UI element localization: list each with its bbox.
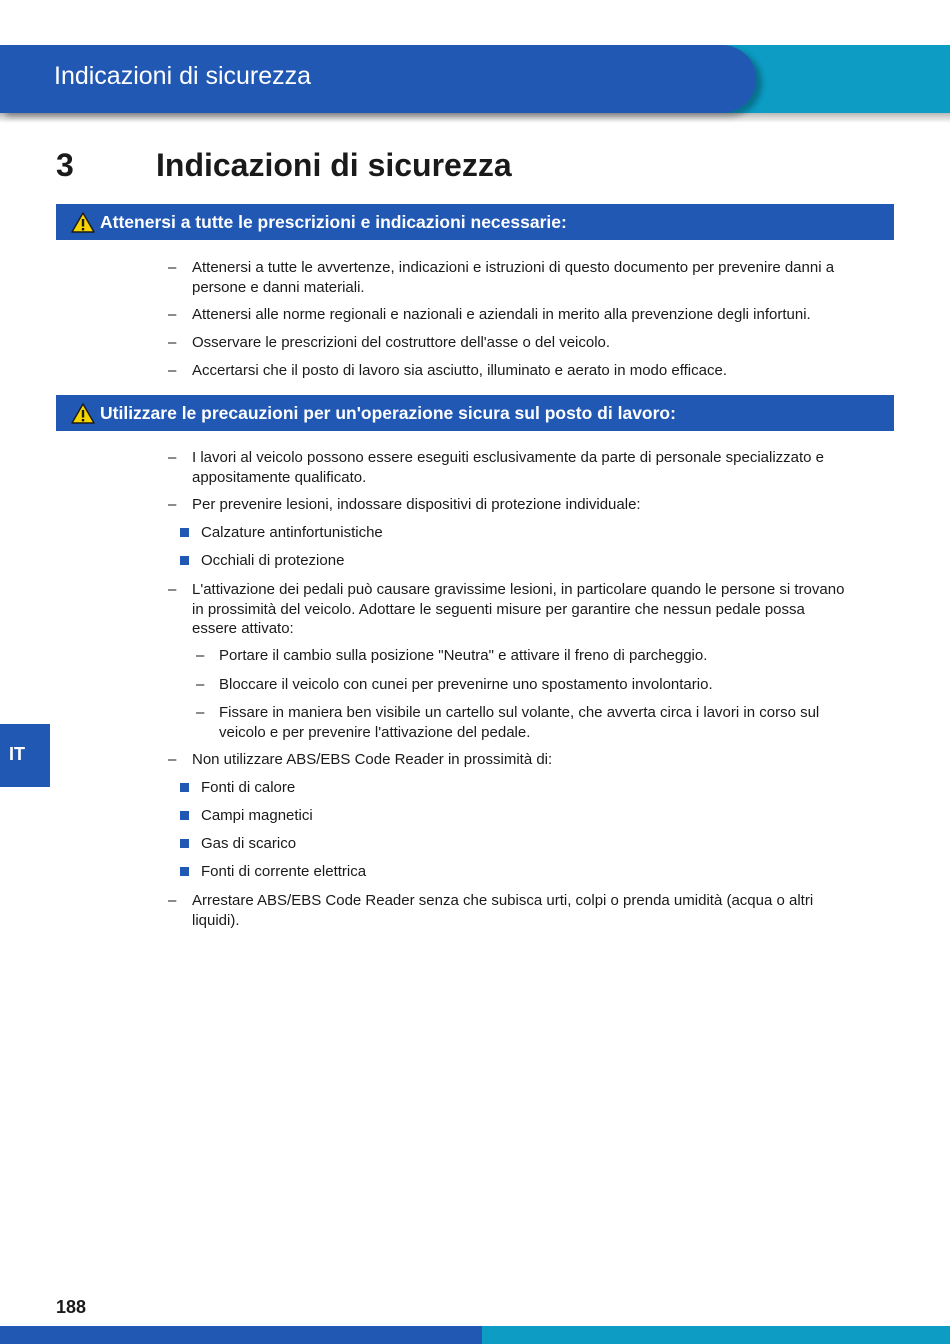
square-bullet-icon bbox=[180, 783, 189, 792]
list-item-line: essere attivato: bbox=[192, 620, 294, 637]
list-item: Osservare le prescrizioni del costruttore dell'asse o del veicolo. bbox=[192, 334, 611, 351]
dash-bullet: – bbox=[168, 581, 177, 598]
sub-list-item: Gas di scarico bbox=[201, 835, 297, 852]
page-number: 188 bbox=[56, 1297, 87, 1317]
language-tab bbox=[0, 724, 50, 787]
dash-bullet: – bbox=[168, 306, 177, 323]
list-item-line: appositamente qualificato. bbox=[192, 468, 367, 486]
warning-triangle-icon bbox=[71, 403, 95, 424]
list-item-line: veicolo e per prevenire l'attivazione del pedale. bbox=[219, 723, 531, 741]
square-bullet-icon bbox=[180, 867, 189, 876]
square-bullet-icon bbox=[180, 811, 189, 820]
list-item-line: Arrestare ABS/EBS Code Reader senza che subisca urti, colpi o prenda umidità (acqua o altri bbox=[192, 892, 814, 909]
dash-bullet: – bbox=[168, 334, 177, 351]
sub-list-item: Occhiali di protezione bbox=[201, 552, 345, 569]
dash-bullet: – bbox=[196, 704, 205, 721]
warning-banner-title: Utilizzare le precauzioni per un'operazione sicura sul posto di lavoro: bbox=[100, 402, 676, 423]
dash-bullet: – bbox=[168, 449, 177, 466]
list-item bbox=[192, 448, 824, 487]
list-item bbox=[192, 891, 813, 930]
sub-list-item: Calzature antinfortunistiche bbox=[201, 524, 383, 541]
dash-bullet: – bbox=[168, 892, 177, 909]
list-item-line: I lavori al veicolo possono essere eseguiti esclusivamente da parte di personale specializzato e bbox=[192, 449, 825, 466]
list-item: Accertarsi che il posto di lavoro sia asciutto, illuminato e aerato in modo efficace. bbox=[192, 362, 727, 379]
list-item-line: in prossimità del veicolo. Adottare le seguenti misure per garantire che nessun pedale possa bbox=[192, 600, 805, 618]
warning-banner-title: Attenersi a tutte le prescrizioni e indicazioni necessarie: bbox=[100, 211, 567, 232]
language-tab-label: IT bbox=[9, 744, 25, 764]
footer-band-blue bbox=[0, 1326, 482, 1344]
list-item: Attenersi alle norme regionali e nazionali e aziendali in merito alla prevenzione degli infortuni. bbox=[192, 306, 811, 323]
square-bullet-icon bbox=[180, 839, 189, 848]
list-item-line: liquidi). bbox=[192, 911, 240, 929]
warning-triangle-icon bbox=[71, 212, 95, 233]
list-item: Per prevenire lesioni, indossare dispositivi di protezione individuale: bbox=[192, 496, 641, 513]
list-item: Non utilizzare ABS/EBS Code Reader in prossimità di: bbox=[192, 751, 553, 768]
dash-bullet: – bbox=[196, 647, 205, 664]
warning-banner-safe-operation bbox=[56, 395, 894, 431]
list-item-line: Fissare in maniera ben visibile un cartello sul volante, che avverta circa i lavori in corso sul bbox=[219, 704, 820, 721]
chapter-title: Indicazioni di sicurezza bbox=[156, 147, 512, 183]
sub-list-item: Fonti di calore bbox=[201, 779, 296, 796]
dash-bullet: – bbox=[168, 259, 177, 276]
sub-list-item: Portare il cambio sulla posizione "Neutra" e attivare il freno di parcheggio. bbox=[219, 647, 708, 664]
sub-list-item: Bloccare il veicolo con cunei per prevenirne uno spostamento involontario. bbox=[219, 676, 713, 693]
sub-list-item: Campi magnetici bbox=[201, 807, 313, 824]
header-title: Indicazioni di sicurezza bbox=[54, 62, 312, 90]
dash-bullet: – bbox=[168, 751, 177, 768]
list-item-line: L'attivazione dei pedali può causare gravissime lesioni, in particolare quando le persone si trovano bbox=[192, 581, 845, 598]
list-item bbox=[192, 580, 844, 639]
square-bullet-icon bbox=[180, 528, 189, 537]
dash-bullet: – bbox=[196, 676, 205, 693]
list-item-line: persone e danni materiali. bbox=[192, 278, 365, 296]
list-item bbox=[192, 258, 834, 297]
warning-banner-prescriptions bbox=[56, 204, 894, 240]
dash-bullet: – bbox=[168, 496, 177, 513]
sub-list-item bbox=[219, 703, 819, 742]
square-bullet-icon bbox=[180, 556, 189, 565]
footer-band-teal bbox=[482, 1326, 950, 1344]
list-item-line: Attenersi a tutte le avvertenze, indicazioni e istruzioni di questo documento per prevenire danni a bbox=[192, 259, 835, 276]
chapter-number: 3 bbox=[56, 147, 74, 183]
sub-list-item: Fonti di corrente elettrica bbox=[201, 863, 367, 880]
dash-bullet: – bbox=[168, 362, 177, 379]
header-shadow bbox=[0, 113, 950, 123]
